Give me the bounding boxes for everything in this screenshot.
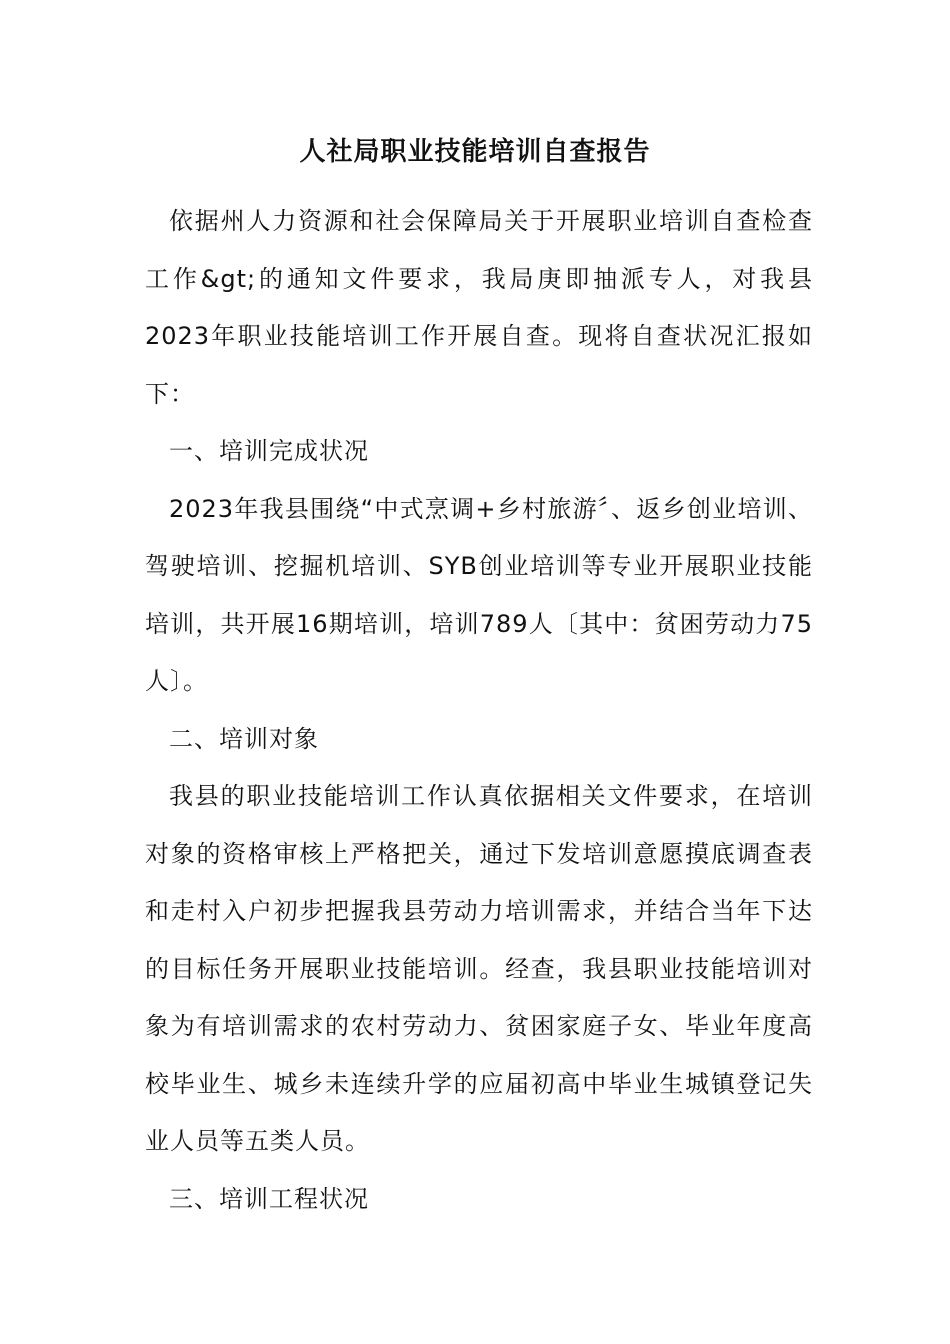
intro-paragraph: 依据州人力资源和社会保障局关于开展职业培训自查检查工作&gt;的通知文件要求，我局庚即抽派专人，对我县2023年职业技能培训工作开展自查。现将自查状况汇报如下： [145,207,813,408]
section-1-paragraph: 2023年我县围绕“中式烹调+乡村旅游〞、返乡创业培训、驾驶培训、挖掘机培训、SYB创业培训等专业开展职业技能培训，共开展16期培训，培训789人〔其中：贫困劳动力75人〕。 [145,494,813,695]
section-2-heading: 二、培训对象 [169,724,319,753]
section-1-heading: 一、培训完成状况 [169,437,369,465]
section-3-heading: 三、培训工程状况 [169,1184,369,1213]
section-2-paragraph: 我县的职业技能培训工作认真依据相关文件要求，在培训对象的资格审核上严格把关，通过下发培训意愿摸底调查表和走村入户初步把握我县劳动力培训需求，并结合当年下达的目标任务开展职业技能培训。经查，我县职业技能培训对象为有培训需求的农村劳动力、贫困家庭子女、毕业年度高校毕业生、城乡未连续升学的应届初高中毕业生城镇登记失业人员等五类人员。 [145,782,813,1155]
document-body [145,193,813,1228]
document-title: 人社局职业技能培训自查报告 [299,137,651,167]
